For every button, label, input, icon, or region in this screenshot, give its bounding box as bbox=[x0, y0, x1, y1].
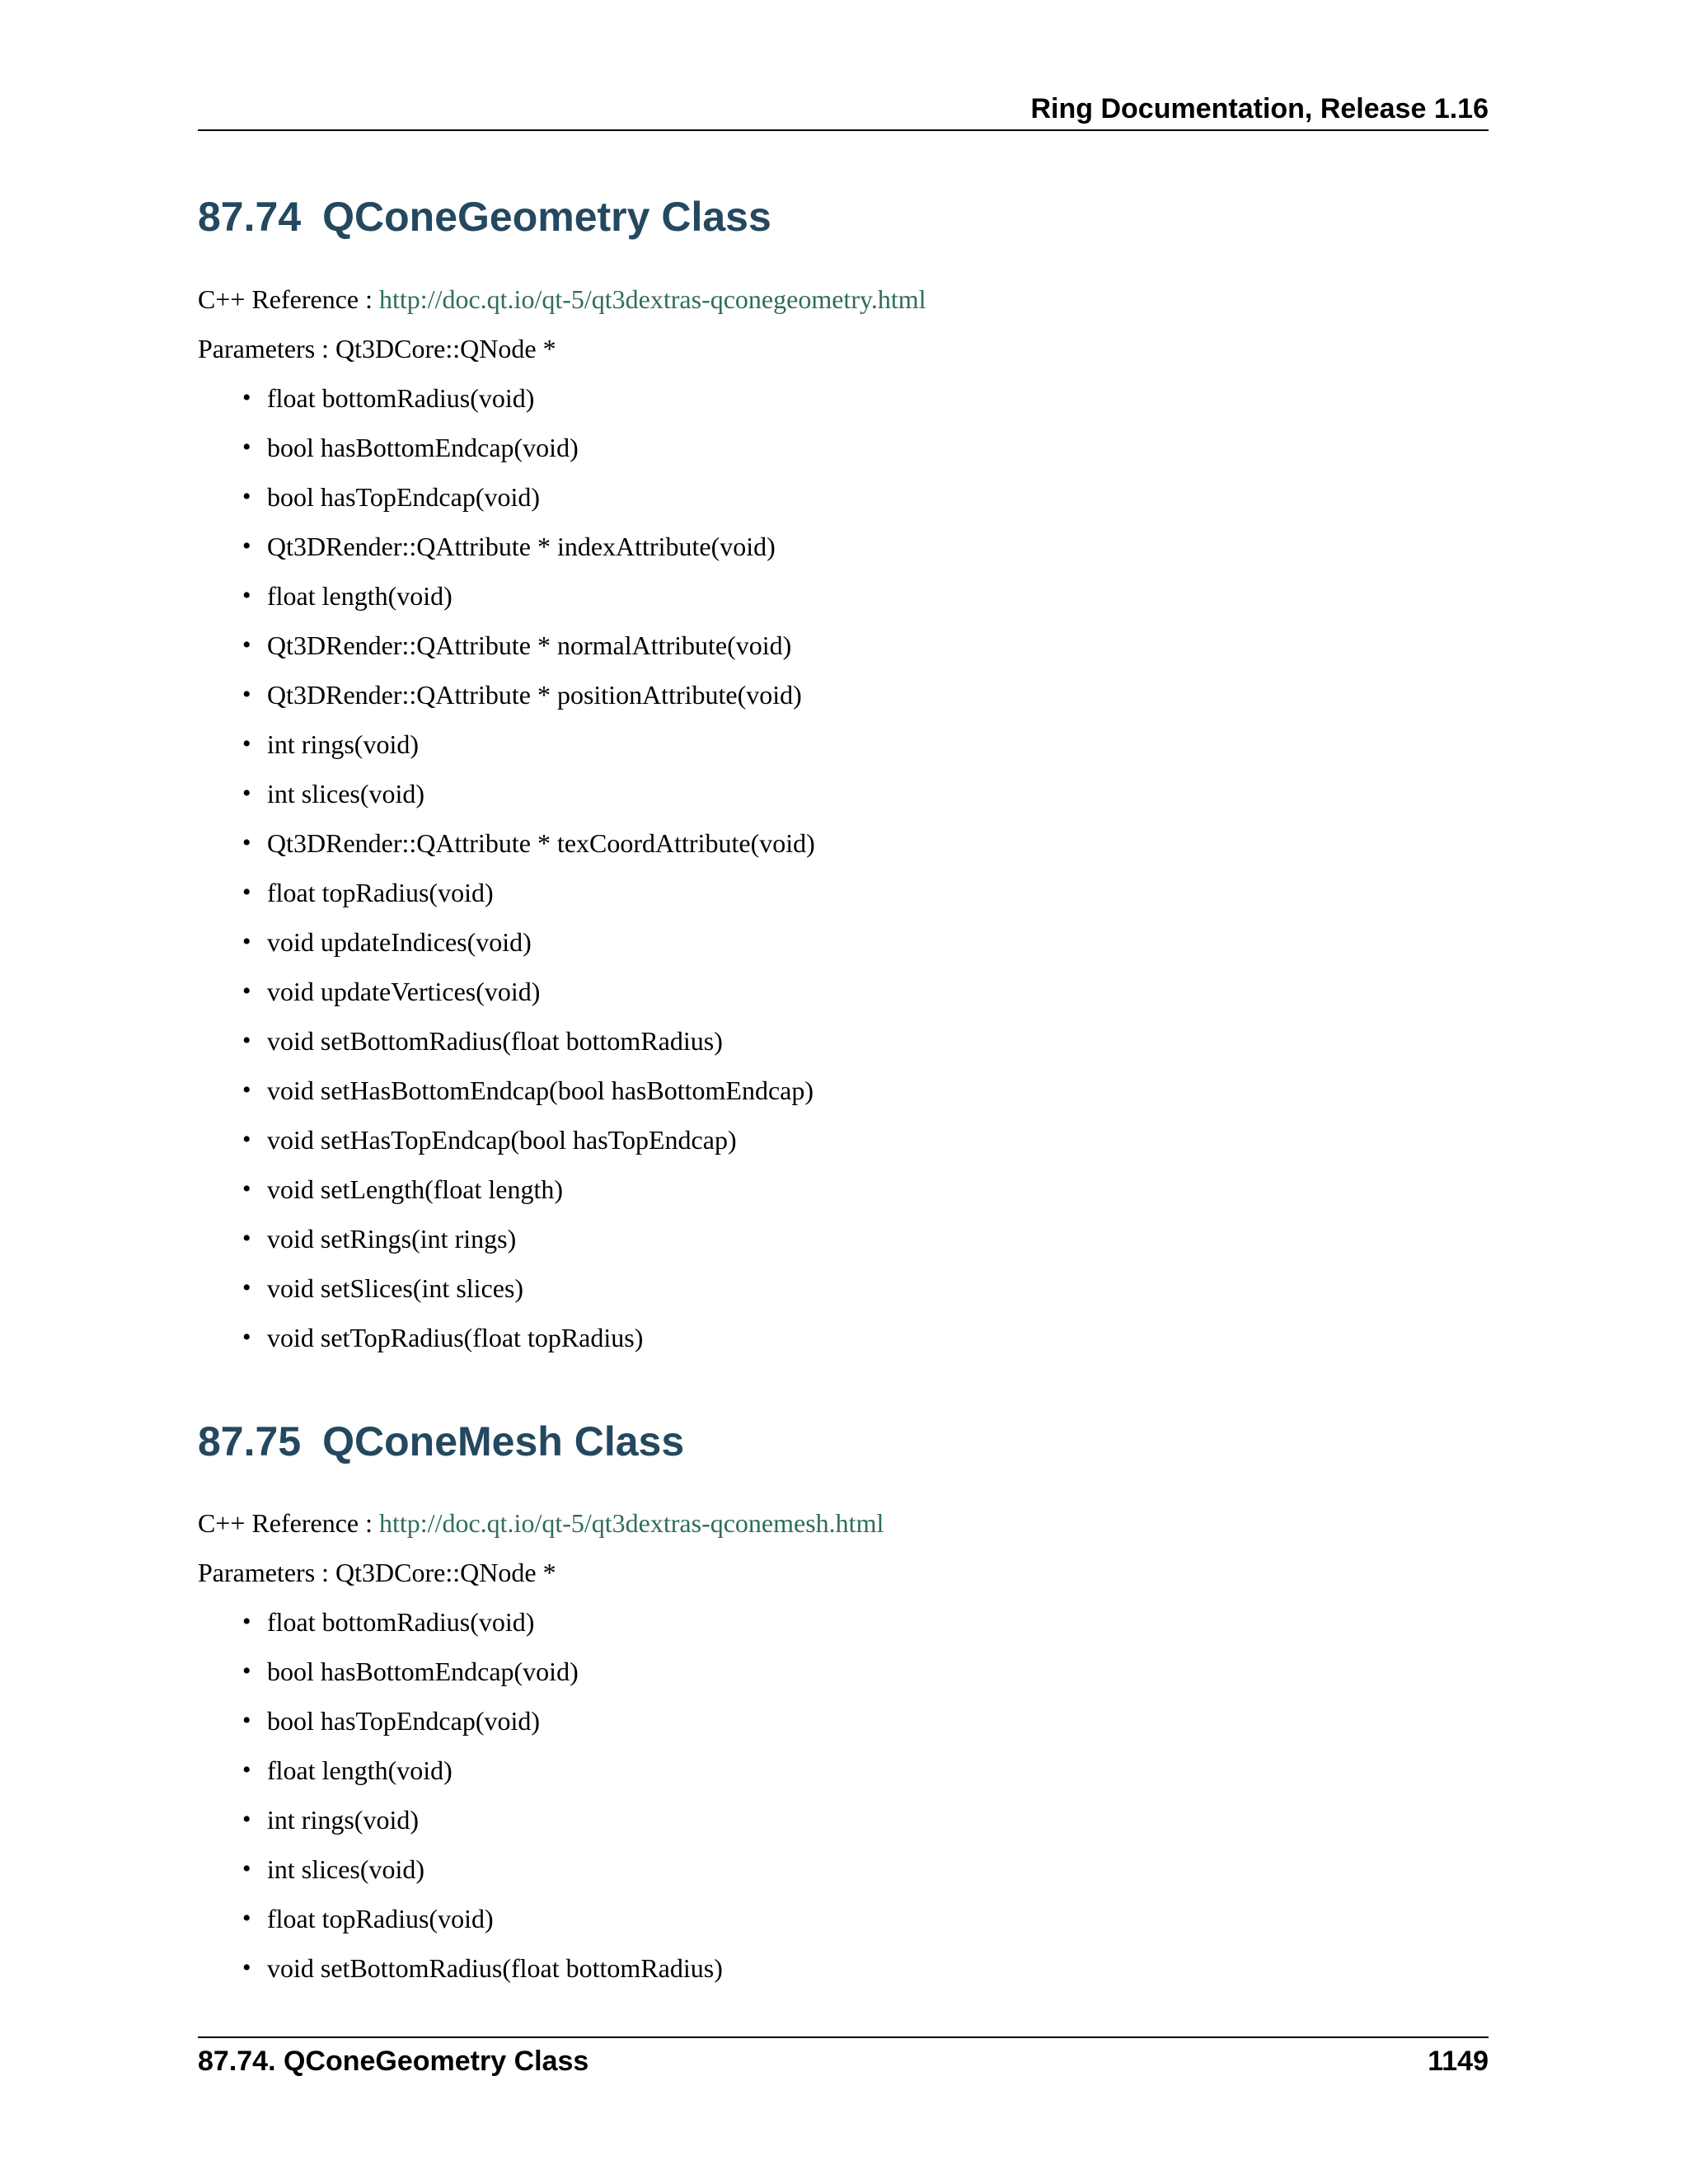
method-signature: void setSlices(int slices) bbox=[267, 1273, 524, 1303]
bullet-icon: • bbox=[242, 1324, 251, 1351]
footer-rule bbox=[198, 2036, 1489, 2038]
method-item bbox=[198, 579, 815, 612]
method-item bbox=[198, 530, 815, 563]
bullet-icon: • bbox=[242, 1076, 251, 1104]
method-signature: float length(void) bbox=[267, 581, 452, 611]
bullet-icon: • bbox=[242, 1905, 251, 1932]
bullet-icon: • bbox=[242, 1954, 251, 1981]
method-signature: void setBottomRadius(float bottomRadius) bbox=[267, 1026, 723, 1056]
method-item bbox=[198, 1704, 723, 1737]
bullet-icon: • bbox=[242, 730, 251, 757]
bullet-icon: • bbox=[242, 1126, 251, 1153]
footer-section-title: 87.74. QConeGeometry Class bbox=[198, 2046, 589, 2077]
method-signature: float length(void) bbox=[267, 1755, 452, 1785]
method-item bbox=[198, 975, 815, 1008]
method-item bbox=[198, 1123, 815, 1156]
document-page bbox=[198, 0, 1489, 2184]
bullet-icon: • bbox=[242, 1608, 251, 1635]
bullet-icon: • bbox=[242, 1707, 251, 1734]
running-footer bbox=[198, 2043, 1489, 2079]
bullet-icon: • bbox=[242, 780, 251, 807]
method-list bbox=[198, 1605, 723, 2001]
method-item bbox=[198, 1655, 723, 1688]
method-signature: Qt3DRender::QAttribute * positionAttribute(void) bbox=[267, 680, 802, 710]
method-signature: int rings(void) bbox=[267, 729, 419, 759]
section-title-text: QConeMesh Class bbox=[322, 1418, 685, 1465]
method-item bbox=[198, 1754, 723, 1787]
bullet-icon: • bbox=[242, 681, 251, 708]
bullet-icon: • bbox=[242, 532, 251, 560]
cpp-reference-label: C++ Reference : bbox=[198, 1508, 373, 1538]
method-item bbox=[198, 1222, 815, 1255]
method-signature: float topRadius(void) bbox=[267, 878, 494, 907]
bullet-icon: • bbox=[242, 1225, 251, 1252]
method-item bbox=[198, 728, 815, 761]
method-signature: bool hasBottomEndcap(void) bbox=[267, 1657, 579, 1686]
method-signature: void setHasBottomEndcap(bool hasBottomEndcap) bbox=[267, 1076, 814, 1105]
method-item bbox=[198, 1272, 815, 1305]
cpp-reference-line bbox=[198, 283, 926, 316]
method-item bbox=[198, 1803, 723, 1836]
method-item bbox=[198, 431, 815, 464]
running-header: Ring Documentation, Release 1.16 bbox=[1030, 93, 1489, 124]
bullet-icon: • bbox=[242, 1657, 251, 1685]
method-signature: void updateVertices(void) bbox=[267, 977, 541, 1006]
method-signature: void updateIndices(void) bbox=[267, 927, 532, 957]
method-signature: void setBottomRadius(float bottomRadius) bbox=[267, 1953, 723, 1983]
method-signature: void setHasTopEndcap(bool hasTopEndcap) bbox=[267, 1125, 737, 1155]
method-item bbox=[198, 678, 815, 711]
bullet-icon: • bbox=[242, 977, 251, 1005]
method-signature: bool hasBottomEndcap(void) bbox=[267, 433, 579, 462]
method-item bbox=[198, 382, 815, 415]
bullet-icon: • bbox=[242, 1756, 251, 1783]
method-item bbox=[198, 777, 815, 810]
method-signature: float topRadius(void) bbox=[267, 1904, 494, 1933]
bullet-icon: • bbox=[242, 1175, 251, 1202]
method-item bbox=[198, 1321, 815, 1354]
method-item bbox=[198, 480, 815, 513]
bullet-icon: • bbox=[242, 1274, 251, 1301]
bullet-icon: • bbox=[242, 829, 251, 856]
method-signature: float bottomRadius(void) bbox=[267, 1607, 535, 1637]
method-signature: void setTopRadius(float topRadius) bbox=[267, 1323, 644, 1352]
method-signature: Qt3DRender::QAttribute * texCoordAttribute(void) bbox=[267, 828, 815, 858]
method-item bbox=[198, 1902, 723, 1935]
bullet-icon: • bbox=[242, 582, 251, 609]
bullet-icon: • bbox=[242, 631, 251, 658]
method-item bbox=[198, 1853, 723, 1886]
method-signature: int slices(void) bbox=[267, 1854, 425, 1884]
page-number: 1149 bbox=[1428, 2046, 1489, 2077]
bullet-icon: • bbox=[242, 879, 251, 906]
section-number: 87.74 bbox=[198, 194, 302, 240]
section-title-text: QConeGeometry Class bbox=[322, 194, 771, 240]
method-signature: bool hasTopEndcap(void) bbox=[267, 1706, 541, 1736]
method-signature: int slices(void) bbox=[267, 779, 425, 808]
method-item bbox=[198, 1173, 815, 1206]
bullet-icon: • bbox=[242, 483, 251, 510]
method-signature: Qt3DRender::QAttribute * normalAttribute(void) bbox=[267, 630, 792, 660]
method-item bbox=[198, 926, 815, 958]
cpp-reference-link[interactable]: http://doc.qt.io/qt-5/qt3dextras-qconemesh.html bbox=[379, 1508, 884, 1538]
method-item bbox=[198, 876, 815, 909]
method-item bbox=[198, 1605, 723, 1638]
bullet-icon: • bbox=[242, 384, 251, 411]
method-item bbox=[198, 1952, 723, 1985]
method-item bbox=[198, 1074, 815, 1107]
bullet-icon: • bbox=[242, 1806, 251, 1833]
cpp-reference-link[interactable]: http://doc.qt.io/qt-5/qt3dextras-qconegeometry.html bbox=[379, 284, 926, 314]
section-heading bbox=[198, 1417, 1489, 1466]
section-qconemesh bbox=[198, 1417, 1489, 2010]
cpp-reference-line bbox=[198, 1507, 884, 1540]
bullet-icon: • bbox=[242, 1027, 251, 1054]
method-signature: int rings(void) bbox=[267, 1805, 419, 1835]
method-signature: void setRings(int rings) bbox=[267, 1224, 517, 1254]
cpp-reference-label: C++ Reference : bbox=[198, 284, 373, 314]
method-item bbox=[198, 629, 815, 662]
section-heading bbox=[198, 192, 1489, 241]
method-list bbox=[198, 382, 815, 1371]
section-number: 87.75 bbox=[198, 1418, 302, 1465]
method-signature: float bottomRadius(void) bbox=[267, 383, 535, 413]
method-signature: bool hasTopEndcap(void) bbox=[267, 482, 541, 512]
bullet-icon: • bbox=[242, 1855, 251, 1882]
bullet-icon: • bbox=[242, 434, 251, 461]
method-signature: void setLength(float length) bbox=[267, 1174, 564, 1204]
parameters-line: Parameters : Qt3DCore::QNode * bbox=[198, 334, 556, 363]
header-rule bbox=[198, 129, 1489, 131]
section-qconegeometry bbox=[198, 192, 1489, 1362]
parameters-line: Parameters : Qt3DCore::QNode * bbox=[198, 1558, 556, 1587]
method-signature: Qt3DRender::QAttribute * indexAttribute(void) bbox=[267, 532, 776, 561]
method-item bbox=[198, 1024, 815, 1057]
bullet-icon: • bbox=[242, 928, 251, 955]
method-item bbox=[198, 827, 815, 860]
